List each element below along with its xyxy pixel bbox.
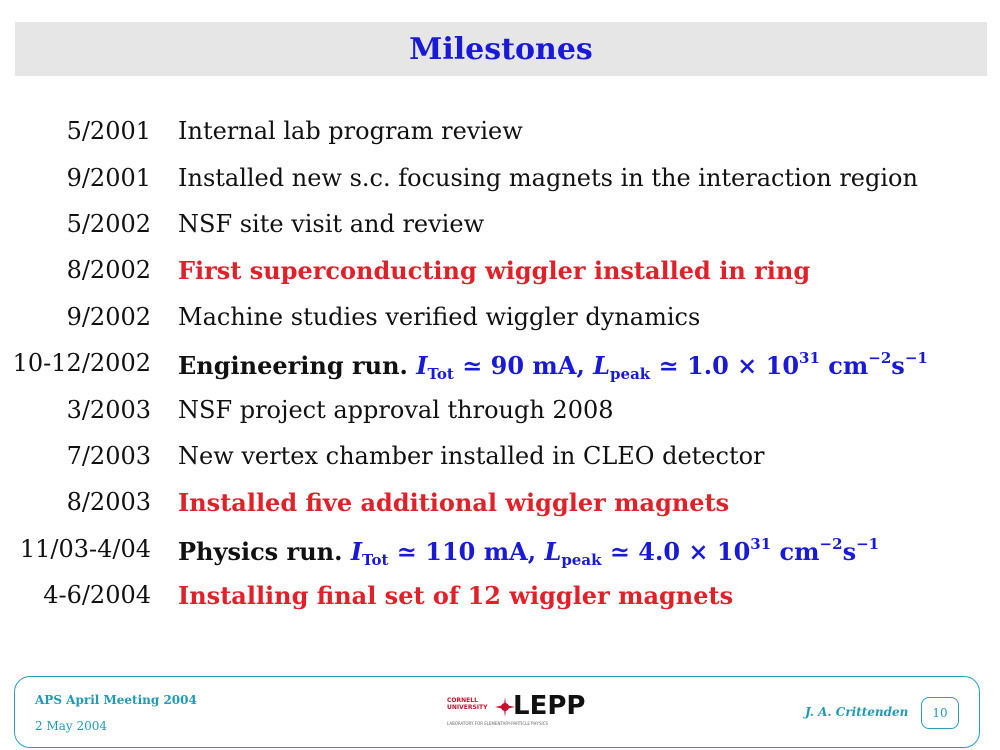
talk-date: 2 May 2004 [35,719,108,733]
milestone-date: 10-12/2002 [12,349,151,377]
milestone-date: 8/2002 [66,256,151,284]
milestone-text-highlight: First superconducting wiggler installed in ring [178,256,811,285]
run-label: Physics run. [178,537,343,566]
milestone-row [0,349,1000,389]
milestone-row [0,488,1000,528]
milestone-run-line [178,349,928,383]
run-formula: $I_{Tot}$ ≃ 90 mA, $L_{peak}$ ≃ $1.0 \times 10^{31}$ $cm^{-2}s^{-1}$ [416,349,928,383]
milestone-text-highlight: Installed five additional wiggler magnets [178,488,730,517]
page-number: 10 [921,697,959,729]
lepp-logo [445,691,585,731]
author-name: J. A. Crittenden [805,705,909,719]
milestone-text: NSF project approval through 2008 [178,396,614,424]
milestone-row [0,535,1000,575]
milestone-text: Machine studies verified wiggler dynamics [178,303,701,331]
milestone-row [0,442,1000,482]
title-bar [15,22,987,76]
milestone-row [0,117,1000,157]
milestone-text: New vertex chamber installed in CLEO detector [178,442,765,470]
milestone-date: 11/03-4/04 [19,535,151,563]
milestone-date: 9/2001 [66,164,151,192]
milestone-row [0,581,1000,621]
run-formula: $I_{Tot}$ ≃ 110 mA, $L_{peak}$ ≃ $4.0 \times 10^{31}$ $cm^{-2}s^{-1}$ [350,535,880,569]
lpeak-value: 1.0 [687,351,729,380]
milestone-date: 8/2003 [66,488,151,516]
milestone-row [0,303,1000,343]
milestone-text: NSF site visit and review [178,210,485,238]
milestone-date: 5/2002 [66,210,151,238]
milestone-text-highlight: Installing final set of 12 wiggler magnets [178,581,734,610]
milestone-run-line [178,535,879,569]
run-label: Engineering run. [178,351,408,380]
milestone-date: 9/2002 [66,303,151,331]
conference-name: APS April Meeting 2004 [35,693,197,707]
milestone-date: 5/2001 [66,117,151,145]
milestone-row [0,210,1000,250]
logo-tagline: LABORATORY FOR ELEMENTARY-PARTICLE PHYSICS [447,721,549,726]
footer [14,676,980,748]
milestone-date: 4-6/2004 [43,581,151,609]
logo-cornell-text: CORNELL UNIVERSITY [447,697,488,711]
milestone-row [0,396,1000,436]
milestone-date: 3/2003 [66,396,151,424]
milestone-text: Installed new s.c. focusing magnets in the interaction region [178,164,918,192]
itot-value: 110 mA [425,537,528,566]
milestone-date: 7/2003 [66,442,151,470]
lpeak-value: 4.0 [638,537,681,566]
page-title: Milestones [409,32,593,67]
logo-lepp-text: LEPP [513,691,586,721]
itot-value: 90 mA [490,351,577,380]
lepp-starburst-icon [495,697,515,717]
milestone-row [0,164,1000,204]
milestone-row [0,256,1000,296]
milestone-text: Internal lab program review [178,117,523,145]
